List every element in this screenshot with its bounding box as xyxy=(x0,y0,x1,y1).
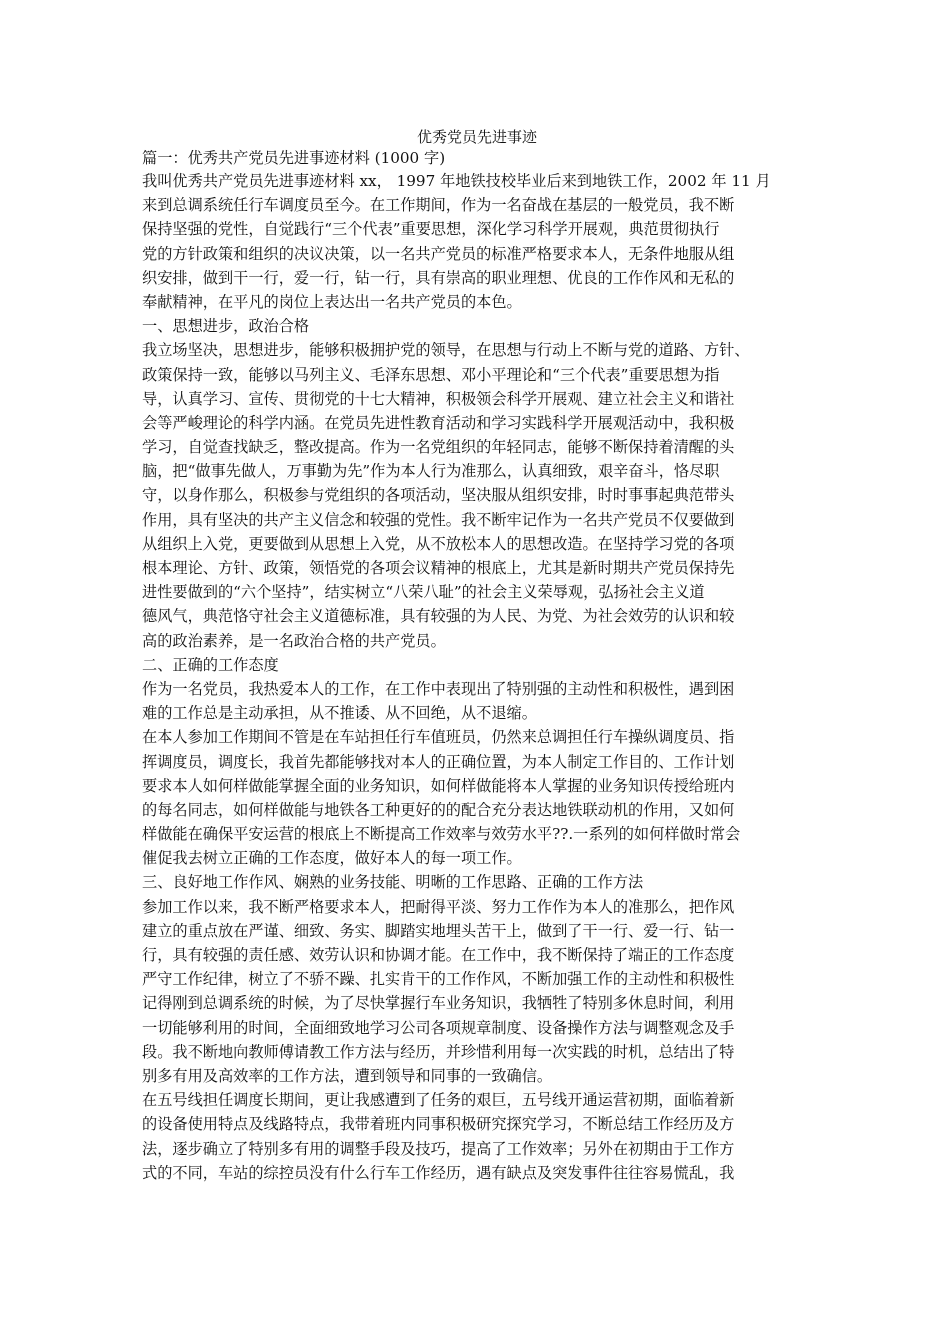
text-line: 导，认真学习、宣传、贯彻党的十七大精神，积极领会科学开展观、建立社会主义和谐社 xyxy=(142,389,735,408)
text-line: 记得刚到总调系统的时候，为了尽快掌握行车业务知识，我牺牲了特别多休息时间，利用 xyxy=(142,994,735,1013)
text-line: 的每名同志，如何样做能与地铁各工种更好的的配合充分表达地铁联动机的作用，又如何 xyxy=(142,800,735,819)
text-line: 会等严峻理论的科学内涵。在党员先进性教育活动和学习实践科学开展观活动中，我积极 xyxy=(142,413,735,432)
text-line: 参加工作以来，我不断严格要求本人，把耐得平淡、努力工作作为本人的准那么，把作风 xyxy=(142,897,735,916)
text-line: 政策保持一致，能够以马列主义、毛泽东思想、邓小平理论和“三个代表”重要思想为指 xyxy=(142,365,720,384)
text-line: 我叫优秀共产党员先进事迹材料 xx， 1997 年地铁技校毕业后来到地铁工作，2002 年 11 月 xyxy=(142,172,771,190)
text-line: 作用，具有坚决的共产主义信念和较强的党性。我不断牢记作为一名共产党员不仅要做到 xyxy=(142,510,735,529)
text-line: 挥调度员，调度长，我首先都能够找对本人的正确位置，为本人制定工作目的、工作计划 xyxy=(142,752,735,771)
text-line: 在本人参加工作期间不管是在车站担任行车值班员，仍然来总调担任行车操纵调度员、指 xyxy=(142,728,735,747)
text-line: 二、正确的工作态度 xyxy=(142,655,279,674)
text-line: 党的方针政策和组织的决议决策，以一名共产党员的标准严格要求本人，无条件地服从组 xyxy=(142,244,735,263)
text-line: 奉献精神，在平凡的岗位上表达出一名共产党员的本色。 xyxy=(142,292,522,311)
text-line: 催促我去树立正确的工作态度，做好本人的每一项工作。 xyxy=(142,849,522,868)
text-line: 段。我不断地向教师傅请教工作方法与经历，并珍惜利用每一次实践的时机，总结出了特 xyxy=(142,1042,735,1061)
text-line: 样做能在确保平安运营的根底上不断提高工作效率与效劳水平??.一系列的如何样做时常会 xyxy=(142,825,741,844)
text-line: 篇一：优秀共产党员先进事迹材料 (1000 字) xyxy=(142,149,446,167)
text-line: 要求本人如何样做能掌握全面的业务知识，如何样做能将本人掌握的业务知识传授给班内 xyxy=(142,776,735,795)
text-line: 别多有用及高效率的工作方法，遭到领导和同事的一致确信。 xyxy=(142,1066,553,1085)
text-line: 进性要做到的“六个坚持”，结实树立“八荣八耻”的社会主义荣辱观，弘扬社会主义道 xyxy=(142,583,705,602)
text-line: 我立场坚决，思想进步，能够积极拥护党的领导，在思想与行动上不断与党的道路、方针、 xyxy=(142,341,750,360)
text-line: 三、良好地工作作风、娴熟的业务技能、明晰的工作思路、正确的工作方法 xyxy=(142,873,644,892)
document-title: 优秀党员先进事迹 xyxy=(416,128,537,146)
text-line: 式的不同，车站的综控员没有什么行车工作经历，遇有缺点及突发事件往往容易慌乱，我 xyxy=(142,1163,735,1182)
text-line: 脑，把“做事先做人，万事勤为先”作为本人行为准那么，认真细致，艰辛奋斗，恪尽职 xyxy=(142,462,720,481)
text-line: 从组织上入党，更要做到从思想上入党，从不放松本人的思想改造。在坚持学习党的各项 xyxy=(142,534,735,553)
text-line: 来到总调系统任行车调度员至今。在工作期间，作为一名奋战在基层的一般党员，我不断 xyxy=(142,196,735,215)
text-line: 学习，自觉查找缺乏，整改提高。作为一名党组织的年轻同志，能够不断保持着清醒的头 xyxy=(142,438,735,457)
text-line: 一切能够利用的时间，全面细致地学习公司各项规章制度、设备操作方法与调整观念及手 xyxy=(142,1018,735,1037)
text-line: 织安排，做到干一行，爱一行，钻一行，具有崇高的职业理想、优良的工作作风和无私的 xyxy=(142,268,735,287)
text-line: 法，逐步确立了特别多有用的调整手段及技巧，提高了工作效率；另外在初期由于工作方 xyxy=(142,1139,735,1158)
text-line: 的设备使用特点及线路特点，我带着班内同事积极研究探究学习，不断总结工作经历及方 xyxy=(142,1115,735,1134)
text-line: 根本理论、方针、政策，领悟党的各项会议精神的根底上，尤其是新时期共产党员保持先 xyxy=(142,559,735,577)
text-line: 作为一名党员，我热爱本人的工作，在工作中表现出了特别强的主动性和积极性，遇到困 xyxy=(142,679,735,698)
text-line: 在五号线担任调度长期间，更让我感遭到了任务的艰巨，五号线开通运营初期，面临着新 xyxy=(142,1091,735,1110)
text-line: 难的工作总是主动承担，从不推诿、从不回绝，从不退缩。 xyxy=(142,704,537,723)
text-line: 一、思想进步，政治合格 xyxy=(142,317,310,336)
document-page xyxy=(142,127,812,1327)
text-line: 建立的重点放在严谨、细致、务实、脚踏实地埋头苦干上，做到了干一行、爱一行、钻一 xyxy=(142,921,735,940)
text-line: 保持坚强的党性，自觉践行“三个代表”重要思想，深化学习科学开展观，典范贯彻执行 xyxy=(142,220,720,239)
text-line: 德风气，典范恪守社会主义道德标准，具有较强的为人民、为党、为社会效劳的认识和较 xyxy=(142,607,735,626)
document-body xyxy=(142,147,812,1185)
text-line: 严守工作纪律，树立了不骄不躁、扎实肯干的工作作风，不断加强工作的主动性和积极性 xyxy=(142,970,735,989)
text-line: 行，具有较强的责任感、效劳认识和协调才能。在工作中，我不断保持了端正的工作态度 xyxy=(142,946,735,964)
text-line: 守，以身作那么，积极参与党组织的各项活动，坚决服从组织安排，时时事事起典范带头 xyxy=(142,486,735,505)
text-line: 高的政治素养，是一名政治合格的共产党员。 xyxy=(142,631,446,650)
